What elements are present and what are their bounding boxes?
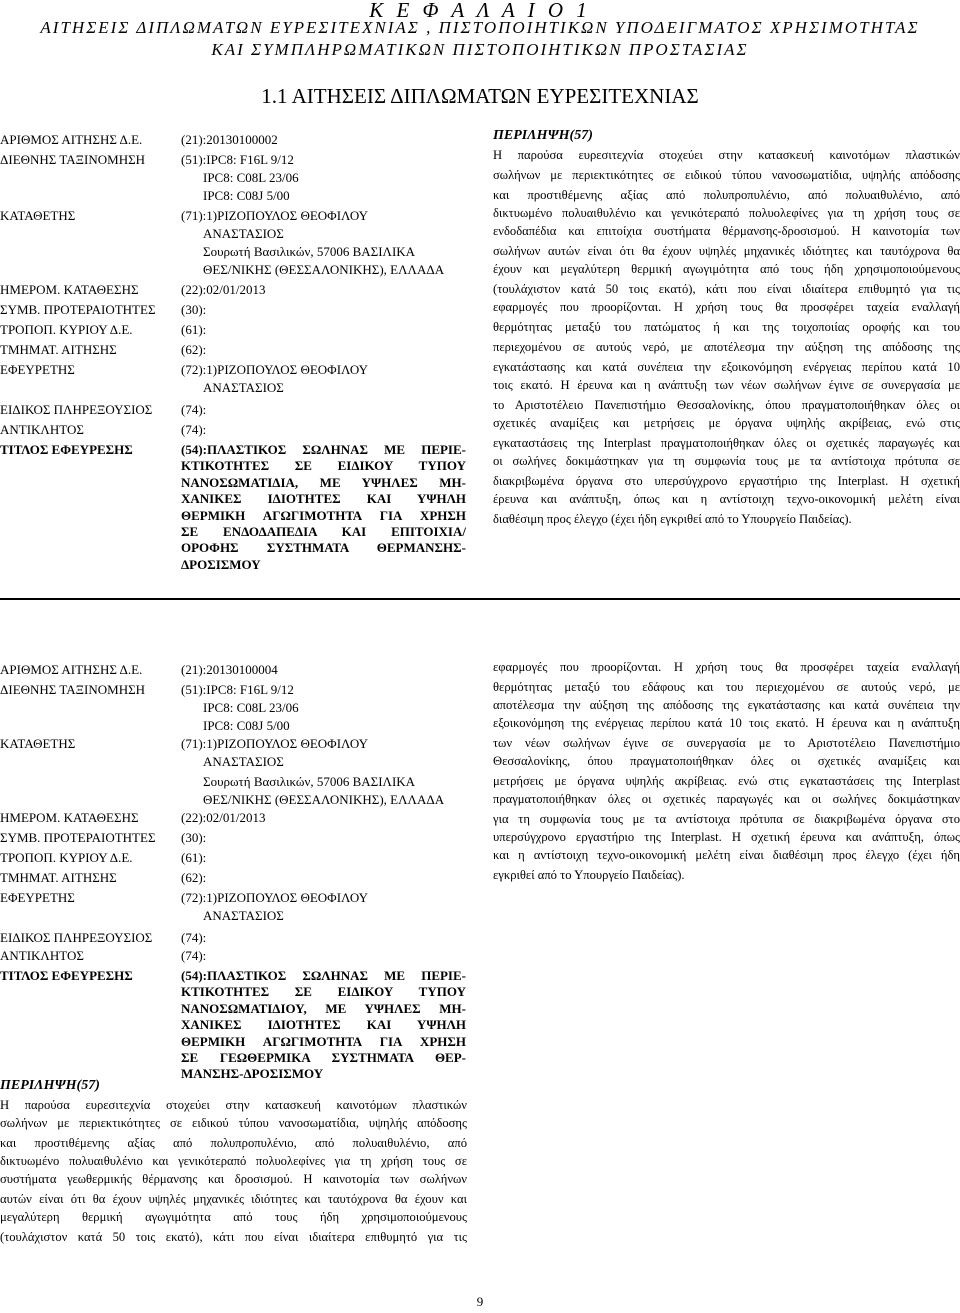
abstract-line: σωλήνων με περιεκτικότητες σε ειδικού τύπου νανοσωματίδια, υψηλής απόδοσης	[0, 1116, 467, 1130]
field-value: (74):	[181, 930, 207, 945]
field-label: ΗΜΕΡΟΜ. ΚΑΤΑΘΕΣΗΣ	[0, 282, 139, 297]
field-value: (61):	[181, 322, 207, 337]
field-value: (21):20130100002	[181, 132, 278, 147]
page-number: 9	[476, 1294, 484, 1309]
field-value: IPC8: C08J 5/00	[203, 718, 290, 733]
title-line: ΣΕ ΓΕΩΘΕΡΜΙΚΑ ΣΥΣΤΗΜΑΤΑ ΘΕΡ-	[181, 1050, 466, 1066]
abstract-heading: ΠΕΡΙΛΗΨΗ(57)	[493, 128, 593, 143]
abstract-line: και προστιθέμενης αξίας από πολυπροπυλένιο, από πολυαιθυλένιο, από	[0, 1136, 467, 1150]
field-label: ΤΡΟΠΟΠ. ΚΥΡΙΟΥ Δ.Ε.	[0, 322, 133, 337]
title-line: ΔΡΟΣΙΣΜΟΥ	[181, 556, 261, 572]
abstract-line: συστήματα γεωθερμικής θέρμανσης και δροσισμού. Η καινοτομία των σωλήνων	[0, 1172, 467, 1186]
title-line: ΜΑΝΣΗΣ-ΔΡΟΣΙΣΜΟΥ	[181, 1066, 324, 1082]
field-value: (30):	[181, 830, 207, 845]
title-line: ΝΑΝΟΣΩΜΑΤΙΔΙΑ, ΜΕ ΥΨΗΛΕΣ ΜΗ-	[181, 474, 466, 490]
field-label: ΣΥΜΒ. ΠΡΟΤΕΡΑΙΟΤΗΤΕΣ	[0, 830, 156, 845]
title-line: (54):ΠΛΑΣΤΙΚΟΣ ΣΩΛΗΝΑΣ ΜΕ ΠΕΡΙΕ-	[181, 968, 466, 983]
chapter-subtitle-line-2: ΚΑΙ ΣΥΜΠΛΗΡΩΜΑΤΙΚΩΝ ΠΙΣΤΟΠΟΙΗΤΙΚΩΝ ΠΡΟΣΤΑΣΙΑΣ	[211, 40, 749, 59]
field-value: ΑΝΑΣΤΑΣΙΟΣ	[203, 226, 284, 241]
chapter-heading: Κ Ε Φ Α Λ Α Ι Ο 1	[369, 0, 591, 22]
abstract-line: των νέων σωλήνων έγινε σε συνεργασία με το Αριστοτέλειο Πανεπιστήμιο	[493, 736, 960, 750]
abstract-line: οι σωλήνες δοκιμάστηκαν για τη συμφωνία τους με τα αντίστοιχα πρότυπα σε	[493, 454, 960, 468]
abstract-line: διακριβωμένα όργανα στο υπερσύγχρονο εργαστήριο της Interplast. Η σχετική	[493, 474, 960, 488]
abstract-line: το Αριστοτέλειο Πανεπιστήμιο Θεσσαλονίκης, όπου πραγματοποιήθηκαν όλες οι	[493, 398, 960, 412]
field-value: (74):	[181, 402, 207, 417]
field-value: (74):	[181, 948, 207, 963]
field-label: ΗΜΕΡΟΜ. ΚΑΤΑΘΕΣΗΣ	[0, 810, 139, 825]
field-value: (71):1)ΡΙΖΟΠΟΥΛΟΣ ΘΕΟΦΙΛΟΥ	[181, 736, 369, 751]
field-value: (62):	[181, 342, 207, 357]
field-value: (72):1)ΡΙΖΟΠΟΥΛΟΣ ΘΕΟΦΙΛΟΥ	[181, 362, 369, 377]
abstract-line: θερμότητας μεταξύ του πατώματος ή και της τοιχοποιίας οροφής και του	[493, 320, 960, 334]
field-label: ΔΙΕΘΝΗΣ ΤΑΞΙΝΟΜΗΣΗ	[0, 152, 146, 167]
field-label: ΔΙΕΘΝΗΣ ΤΑΞΙΝΟΜΗΣΗ	[0, 682, 146, 697]
chapter-subtitle-line-1: ΑΙΤΗΣΕΙΣ ΔΙΠΛΩΜΑΤΩΝ ΕΥΡΕΣΙΤΕΧΝΙΑΣ , ΠΙΣΤΟΠΟΙΗΤΙΚΩΝ ΥΠΟΔΕΙΓΜΑΤΟΣ ΧΡΗΣΙΜΟΤΗΤΑΣ	[40, 18, 920, 37]
field-label: ΕΙΔΙΚΟΣ ΠΛΗΡΕΞΟΥΣΙΟΣ	[0, 930, 153, 945]
abstract-line: και προστιθέμενης αξίας από πολυπροπυλένιο, από πολυαιθυλένιο, από	[493, 188, 960, 202]
field-value: IPC8: C08L 23/06	[203, 170, 299, 185]
field-label: ΤΜΗΜΑΤ. ΑΙΤΗΣΗΣ	[0, 870, 117, 885]
abstract-line: υπερσύγχρονο εργαστήριο της Interplast. Η σχετική έρευνα και ανάπτυξη, όπως	[493, 830, 960, 844]
abstract-line: αποτέλεσμα την αύξηση της απόδοσης της εγκατάστασης και κατά συνέπεια την	[493, 698, 960, 712]
field-value: (22):02/01/2013	[181, 282, 266, 297]
abstract-line: Θεσσαλονίκης, όπου πραγματοποιήθηκαν όλες οι σχετικές αναμίξεις και	[493, 754, 960, 768]
field-value: ΑΝΑΣΤΑΣΙΟΣ	[203, 908, 284, 923]
title-line: ΘΕΡΜΙΚΗ ΑΓΩΓΙΜΟΤΗΤΑ ΓΙΑ ΧΡΗΣΗ	[181, 1033, 466, 1049]
title-line: ΝΑΝΟΣΩΜΑΤΙΔΙΟΥ, ΜΕ ΥΨΗΛΕΣ ΜΗ-	[181, 1000, 466, 1016]
field-label: ΑΝΤΙΚΛΗΤΟΣ	[0, 948, 84, 963]
title-line: ΟΡΟΦΗΣ ΣΥΣΤΗΜΑΤΑ ΘΕΡΜΑΝΣΗΣ-	[181, 540, 466, 556]
field-label: ΕΦΕΥΡΕΤΗΣ	[0, 890, 75, 905]
abstract-line: Η παρούσα ευρεσιτεχνία στοχεύει στην κατασκευή καινοτόμων πλαστικών	[493, 148, 960, 162]
title-line: ΧΑΝΙΚΕΣ ΙΔΙΟΤΗΤΕΣ ΚΑΙ ΥΨΗΛΗ	[181, 1017, 466, 1033]
title-label: ΤΙΤΛΟΣ ΕΦΕΥΡΕΣΗΣ	[0, 442, 133, 457]
field-value: Σουρωτή Βασιλικών, 57006 ΒΑΣΙΛΙΚΑ	[203, 774, 416, 789]
field-value: IPC8: C08J 5/00	[203, 188, 290, 203]
abstract-line: μετρήσεις με όργανα υψηλής ακρίβειας. ενώ στις εγκαταστάσεις της Interplast	[493, 774, 960, 788]
invention-title	[181, 968, 466, 1083]
section-heading: 1.1 ΑΙΤΗΣΕΙΣ ΔΙΠΛΩΜΑΤΩΝ ΕΥΡΕΣΙΤΕΧΝΙΑΣ	[261, 84, 699, 108]
field-value: (21):20130100004	[181, 662, 278, 677]
field-value: (62):	[181, 870, 207, 885]
abstract-line: δικτυωμένο πολυαιθυλένιο και γενικότεραπό πολυολεφίνες για τη χρήση τους σε	[493, 206, 960, 220]
field-label: ΚΑΤΑΘΕΤΗΣ	[0, 736, 76, 751]
title-line: ΚΤΙΚΟΤΗΤΕΣ ΣΕ ΕΙΔΙΚΟΥ ΤΥΠΟΥ	[181, 458, 466, 474]
abstract-line: πραγματοποιήθηκαν όλες οι σχετικές παραγωγές και οι σωλήνες δοκιμάστηκαν	[493, 792, 960, 806]
field-value: ΘΕΣ/ΝΙΚΗΣ (ΘΕΣΣΑΛΟΝΙΚΗΣ), ΕΛΛΑΔΑ	[203, 792, 445, 807]
field-value: ΘΕΣ/ΝΙΚΗΣ (ΘΕΣΣΑΛΟΝΙΚΗΣ), ΕΛΛΑΔΑ	[203, 262, 445, 277]
abstract-line: δικτυωμένο πολυαιθυλένιο και γενικότεραπό πολυολεφίνες για τη χρήση τους σε	[0, 1154, 467, 1168]
field-value: (74):	[181, 422, 207, 437]
field-value: (72):1)ΡΙΖΟΠΟΥΛΟΣ ΘΕΟΦΙΛΟΥ	[181, 890, 369, 905]
field-value: IPC8: C08L 23/06	[203, 700, 299, 715]
abstract-line: τοις εκατό. Η έρευνα και η ανάπτυξη των νέων σωλήνων έγινε σε συνεργασία με	[493, 378, 960, 392]
abstract-line: έρευνα και ανάπτυξη, όπως και η αντίστοιχη τεχνο-οικονομική μελέτη είναι	[493, 492, 960, 506]
abstract-line: εγκριθεί από το Υπουργείο Παιδείας).	[493, 868, 685, 882]
abstract-line: αυτών είναι ότι θα έχουν υψηλές μηχανικές ιδιότητες και ταυτόχρονα θα έχουν και	[0, 1192, 467, 1206]
field-value: (22):02/01/2013	[181, 810, 266, 825]
abstract-line: εφαρμογές που προορίζονται. Η χρήση τους θα προσφέρει ταχεία εναλλαγή	[493, 300, 960, 314]
abstract-line: θερμότητας μεταξύ του εδάφους και του περιεχομένου σε αυτούς νερό, με	[493, 680, 960, 694]
abstract-line: και η αντίστοιχη τεχνο-οικονομική μελέτη είναι διαθέσιμη προς έλεγχο (έχει ήδη	[493, 848, 960, 862]
abstract-heading: ΠΕΡΙΛΗΨΗ(57)	[0, 1078, 100, 1093]
field-label: ΤΜΗΜΑΤ. ΑΙΤΗΣΗΣ	[0, 342, 117, 357]
field-value: (51):IPC8: F16L 9/12	[181, 152, 294, 167]
title-label: ΤΙΤΛΟΣ ΕΦΕΥΡΕΣΗΣ	[0, 968, 133, 983]
abstract-line: περιεχομένου σε αυτούς νερό, με αποτέλεσμα την αύξηση της απόδοσης της	[493, 340, 960, 354]
abstract-line: εγκατάστασης και κατά συνέπεια την εξοικονόμηση ενέργειας περίπου κατά 10	[493, 360, 960, 374]
field-value: Σουρωτή Βασιλικών, 57006 ΒΑΣΙΛΙΚΑ	[203, 244, 416, 259]
field-value: ΑΝΑΣΤΑΣΙΟΣ	[203, 380, 284, 395]
field-label: ΣΥΜΒ. ΠΡΟΤΕΡΑΙΟΤΗΤΕΣ	[0, 302, 156, 317]
abstract-line: εξοικονόμηση της ενέργειας περίπου κατά 10 τοις εκατό. Η έρευνα και η ανάπτυξη	[493, 716, 960, 730]
abstract-line: εγκαταστάσεις της Interplast πραγματοποιήθηκαν όλες οι σχετικές παραγωγές και	[493, 436, 960, 450]
field-label: ΤΡΟΠΟΠ. ΚΥΡΙΟΥ Δ.Ε.	[0, 850, 133, 865]
abstract-line: διαθέσιμη προς έλεγχο (έχει ήδη εγκριθεί από το Υπουργείο Παιδείας).	[493, 512, 852, 526]
abstract-line: σωλήνων αυτών είναι ότι θα έχουν υψηλές μηχανικές ιδιότητες και ταυτόχρονα θα	[493, 244, 960, 258]
field-value: (61):	[181, 850, 207, 865]
abstract-line: Η παρούσα ευρεσιτεχνία στοχεύει στην κατασκευή καινοτόμων πλαστικών	[0, 1098, 467, 1112]
field-value: (71):1)ΡΙΖΟΠΟΥΛΟΣ ΘΕΟΦΙΛΟΥ	[181, 208, 369, 223]
abstract-line: σωλήνων με περιεκτικότητες σε ειδικού τύπου νανοσωματίδια, υψηλής απόδοσης	[493, 168, 960, 182]
field-label: ΑΡΙΘΜΟΣ ΑΙΤΗΣΗΣ Δ.Ε.	[0, 662, 143, 677]
field-label: ΕΦΕΥΡΕΤΗΣ	[0, 362, 75, 377]
field-label: ΚΑΤΑΘΕΤΗΣ	[0, 208, 76, 223]
abstract-line: σχετικές αναμίξεις και μετρήσεις με όργανα υψηλής ακρίβειας, ενώ στις	[493, 416, 960, 430]
field-label: ΕΙΔΙΚΟΣ ΠΛΗΡΕΞΟΥΣΙΟΣ	[0, 402, 153, 417]
field-value: ΑΝΑΣΤΑΣΙΟΣ	[203, 754, 284, 769]
abstract-line: (τουλάχιστον κατά 50 τοις εκατό), κάτι που είναι ιδιαίτερα επιθυμητό για τις	[493, 282, 960, 296]
abstract-line: μεγαλύτερη θερμική αγωγιμότητα από τους ήδη χρησιμοποιούμενους	[0, 1210, 467, 1224]
field-value: (51):IPC8: F16L 9/12	[181, 682, 294, 697]
abstract-line: ενδοδαπέδια και επιτοίχια συστήματα θέρμανσης-δροσισμού. Η καινοτομία των	[493, 224, 960, 238]
field-value: (30):	[181, 302, 207, 317]
abstract-line: για τη συμφωνία τους με τα αντίστοιχα πρότυπα σε διακριβωμένα όργανα στο	[493, 812, 960, 826]
field-label: ΑΝΤΙΚΛΗΤΟΣ	[0, 422, 84, 437]
abstract-line: εφαρμογές που προορίζονται. Η χρήση τους θα προσφέρει ταχεία εναλλαγή	[493, 660, 960, 674]
field-label: ΑΡΙΘΜΟΣ ΑΙΤΗΣΗΣ Δ.Ε.	[0, 132, 143, 147]
abstract-line: έχουν και μεγαλύτερη θερμική αγωγιμότητα από τους ήδη χρησιμοποιούμενους	[493, 262, 960, 276]
abstract-line: (τουλάχιστον κατά 50 τοις εκατό), κάτι που είναι ιδιαίτερα επιθυμητό για τις	[0, 1230, 467, 1244]
title-line: ΧΑΝΙΚΕΣ ΙΔΙΟΤΗΤΕΣ ΚΑΙ ΥΨΗΛΗ	[181, 491, 466, 507]
title-line: ΣΕ ΕΝΔΟΔΑΠΕΔΙΑ ΚΑΙ ΕΠΙΤΟΙΧΙΑ/	[181, 524, 466, 540]
title-line: ΘΕΡΜΙΚΗ ΑΓΩΓΙΜΟΤΗΤΑ ΓΙΑ ΧΡΗΣΗ	[181, 507, 466, 523]
title-line: ΚΤΙΚΟΤΗΤΕΣ ΣΕ ΕΙΔΙΚΟΥ ΤΥΠΟΥ	[181, 984, 466, 1000]
title-line: (54):ΠΛΑΣΤΙΚΟΣ ΣΩΛΗΝΑΣ ΜΕ ΠΕΡΙΕ-	[181, 442, 466, 457]
